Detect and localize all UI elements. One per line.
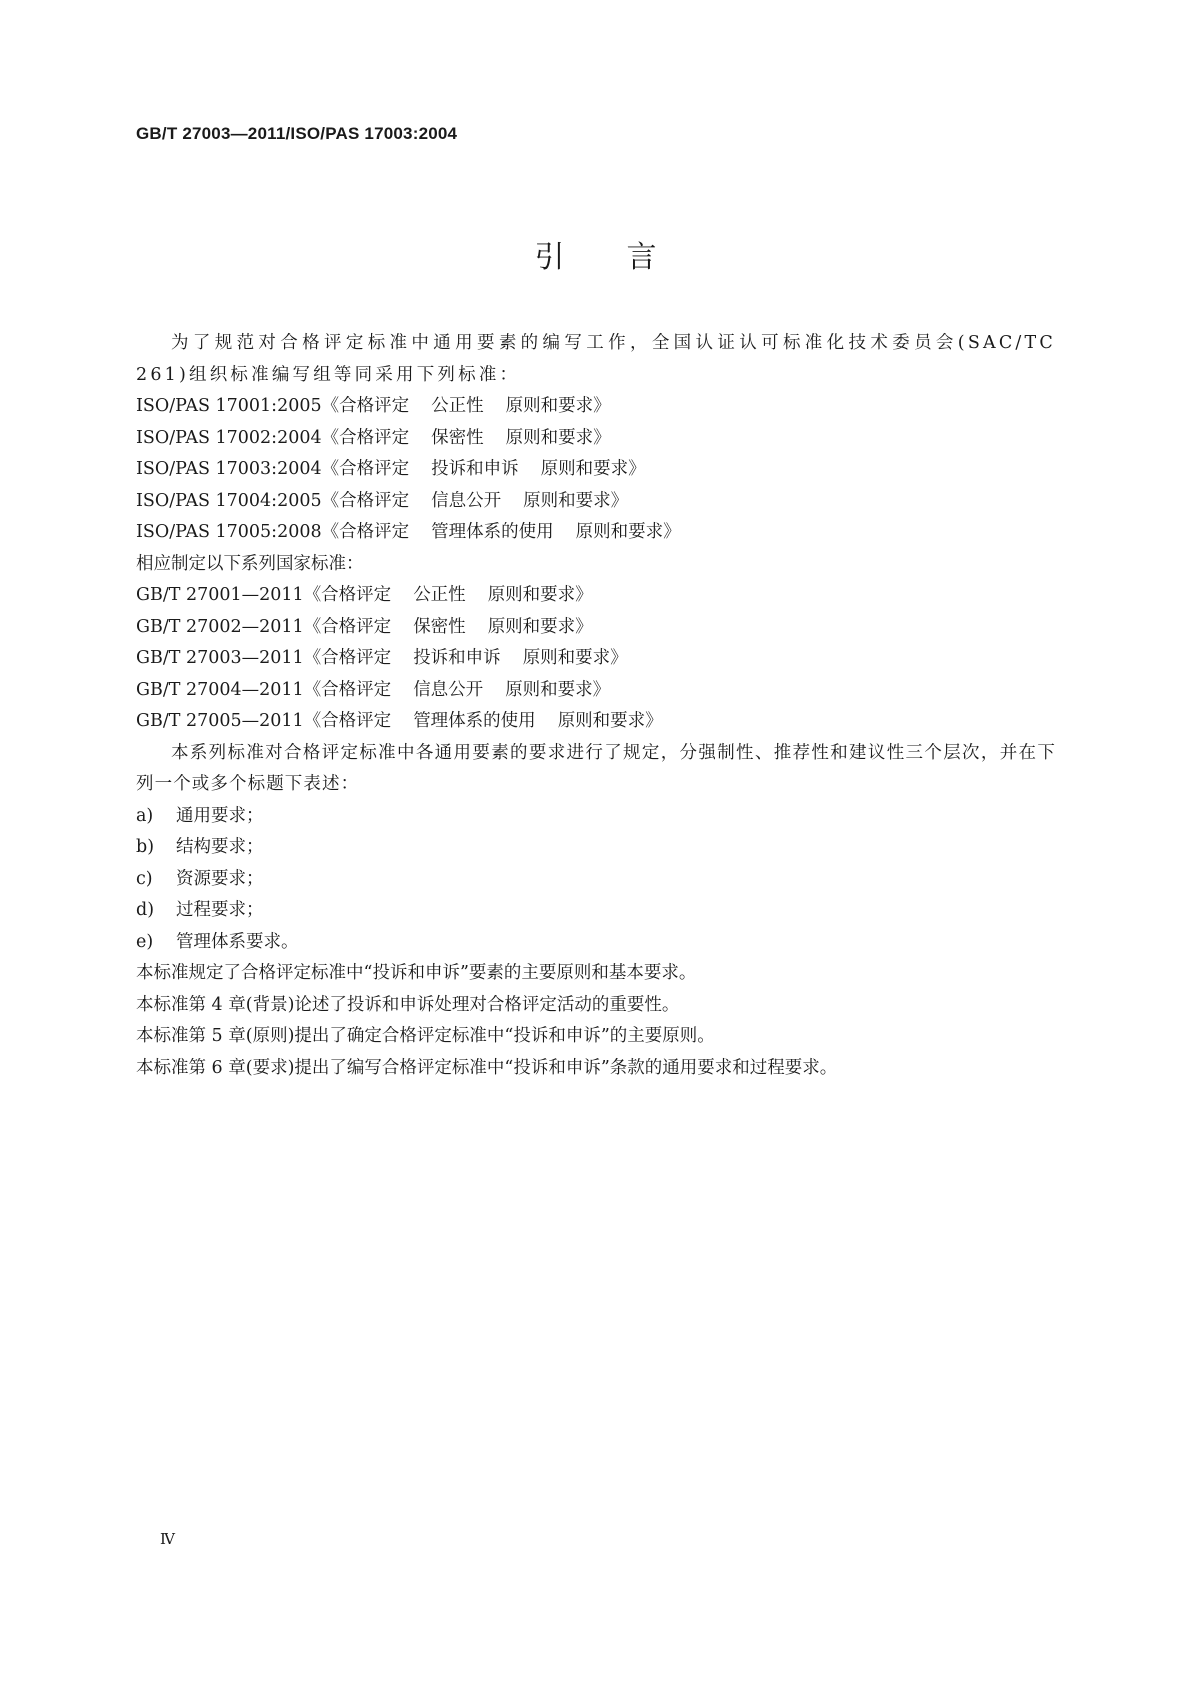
chapter-5-paragraph: 本标准第 5 章(原则)提出了确定合格评定标准中“投诉和申诉”的主要原则。 <box>136 1026 715 1046</box>
scope-paragraph: 本标准规定了合格评定标准中“投诉和申诉”要素的主要原则和基本要求。 <box>136 963 697 983</box>
ref-code: ISO/PAS 17004:2005 <box>136 490 322 511</box>
ref-code: GB/T 27005—2011 <box>136 711 304 731</box>
list-text: 管理体系要求。 <box>176 931 299 952</box>
list-item <box>136 895 1056 927</box>
ref-topic: 投诉和申诉 <box>413 648 501 668</box>
list-marker: d) <box>136 900 155 920</box>
ref-tail: 原则和要求》 <box>575 522 681 542</box>
list-marker: c) <box>136 868 153 889</box>
ref-tail: 原则和要求》 <box>505 679 611 700</box>
ref-code: GB/T 27004—2011 <box>136 679 304 700</box>
ref-code: ISO/PAS 17001:2005 <box>136 396 322 416</box>
ref-tail: 原则和要求》 <box>540 459 646 479</box>
list-item <box>136 832 1056 864</box>
page-number: Ⅳ <box>160 1530 175 1548</box>
list-marker: a) <box>136 805 154 826</box>
iso-reference-5 <box>136 517 1056 549</box>
gb-reference-4 <box>136 675 1056 707</box>
ref-name: 《合格评定 <box>303 679 392 700</box>
ref-name: 《合格评定 <box>321 396 410 416</box>
ref-tail: 原则和要求》 <box>487 585 593 605</box>
gb-reference-1 <box>136 580 1056 612</box>
list-text: 资源要求； <box>176 868 264 889</box>
chapter-6-paragraph: 本标准第 6 章(要求)提出了编写合格评定标准中“投诉和申诉”条款的通用要求和过程要求。 <box>136 1057 838 1078</box>
ref-code: ISO/PAS 17005:2008 <box>136 522 322 542</box>
ref-topic: 管理体系的使用 <box>431 522 554 542</box>
list-item <box>136 927 1056 959</box>
intro-paragraph: 为了规范对合格评定标准中通用要素的编写工作，全国认证认可标准化技术委员会(SAC/TC 261)组织标准编写组等同采用下列标准： <box>136 333 1056 385</box>
ref-name: 《合格评定 <box>303 585 392 605</box>
iso-reference-1 <box>136 391 1056 423</box>
ref-code: GB/T 27002—2011 <box>136 616 304 637</box>
ref-topic: 管理体系的使用 <box>413 711 536 731</box>
ref-code: GB/T 27001—2011 <box>136 585 304 605</box>
document-body <box>136 328 1056 1084</box>
list-text: 结构要求； <box>176 837 264 857</box>
ref-name: 《合格评定 <box>303 648 392 668</box>
national-standards-intro: 相应制定以下系列国家标准： <box>136 553 364 574</box>
ref-topic: 投诉和申诉 <box>431 459 519 479</box>
ref-name: 《合格评定 <box>321 459 410 479</box>
ref-topic: 信息公开 <box>431 490 502 511</box>
ref-topic: 信息公开 <box>413 679 484 700</box>
gb-reference-2 <box>136 612 1056 644</box>
ref-name: 《合格评定 <box>321 427 410 448</box>
ref-name: 《合格评定 <box>303 616 392 637</box>
ref-name: 《合格评定 <box>321 490 410 511</box>
series-description-paragraph: 本系列标准对合格评定标准中各通用要素的要求进行了规定，分强制性、推荐性和建议性三个层次，并在下列一个或多个标题下表述： <box>136 742 1056 794</box>
ref-topic: 保密性 <box>431 427 484 448</box>
iso-reference-3 <box>136 454 1056 486</box>
gb-reference-3 <box>136 643 1056 675</box>
ref-tail: 原则和要求》 <box>487 616 593 637</box>
ref-name: 《合格评定 <box>321 522 410 542</box>
ref-tail: 原则和要求》 <box>505 427 611 448</box>
ref-tail: 原则和要求》 <box>557 711 663 731</box>
ref-tail: 原则和要求》 <box>505 396 611 416</box>
chapter-4-paragraph: 本标准第 4 章(背景)论述了投诉和申诉处理对合格评定活动的重要性。 <box>136 994 680 1015</box>
page-title: 引言 <box>534 240 719 275</box>
ref-topic: 公正性 <box>413 585 466 605</box>
ref-code: GB/T 27003—2011 <box>136 648 304 668</box>
ref-topic: 公正性 <box>431 396 484 416</box>
ref-name: 《合格评定 <box>303 711 392 731</box>
ref-tail: 原则和要求》 <box>523 490 629 511</box>
iso-reference-4 <box>136 486 1056 518</box>
ref-topic: 保密性 <box>413 616 466 637</box>
list-text: 通用要求； <box>176 805 264 826</box>
list-marker: e) <box>136 931 154 952</box>
ref-code: ISO/PAS 17003:2004 <box>136 459 322 479</box>
list-text: 过程要求； <box>176 900 264 920</box>
page-header-code: GB/T 27003—2011/ISO/PAS 17003:2004 <box>136 124 458 143</box>
list-item <box>136 864 1056 896</box>
ref-tail: 原则和要求》 <box>522 648 628 668</box>
iso-reference-2 <box>136 423 1056 455</box>
list-item <box>136 801 1056 833</box>
ref-code: ISO/PAS 17002:2004 <box>136 427 322 448</box>
list-marker: b) <box>136 837 155 857</box>
gb-reference-5 <box>136 706 1056 738</box>
